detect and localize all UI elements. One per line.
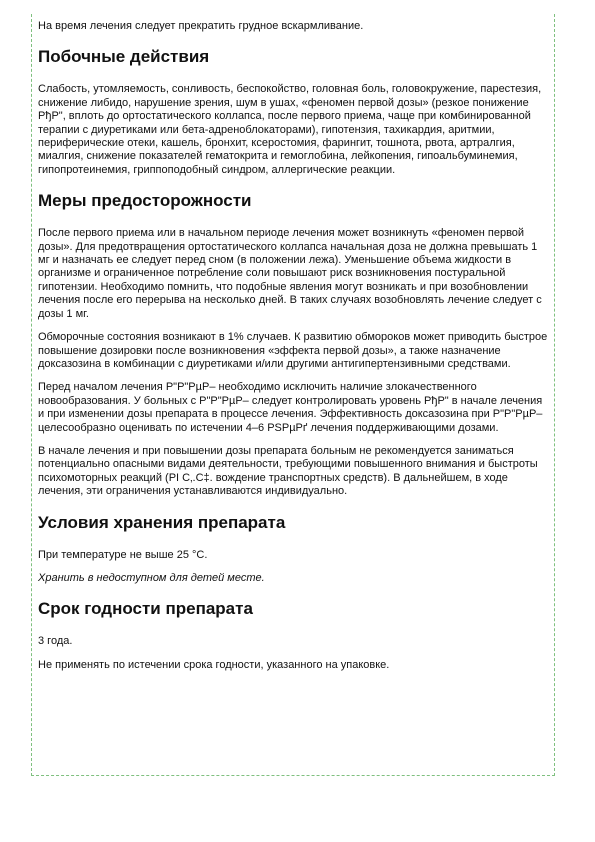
document-body	[38, 20, 550, 682]
storage-children-note: Хранить в недоступном для детей месте.	[38, 571, 265, 584]
precautions-paragraph-4: В начале лечения и при повышении дозы препарата больным не рекомендуется заниматься потенциально опасными видами деятельности, требующими повышенного внимания и быстроты психомоторных реакций (РІ С‚.С‡. вождение транспортных средств). В дальнейшем, в ходе лечения, эти ограничения устанавливаются индивидуально.	[38, 444, 538, 498]
shelf-life-years: 3 года.	[38, 635, 73, 648]
storage-temperature: При температуре не выше 25 °C.	[38, 548, 208, 561]
side-effects-text: Слабость, утомляемость, сонливость, беспокойство, головная боль, головокружение, парестезия, снижение либидо, нарушение зрения, шум в ушах, «феномен первой дозы» (резкое понижение РђР", вплоть до ортостатического коллапса, после первого приема, чаще при комбинированной терапии с диуретиками или бета-адреноблокаторами), гипотензия, тахикардия, аритмии, периферические отеки, кашель, бронхит, ксеростомия, фарингит, тошнота, рвота, артралгия, миалгия, снижение показателей гематокрита и гемоглобина, лейкопения, гипоальбуминемия, гипопротеинемия, гриппоподобный синдром, аллергические реакции.	[38, 83, 542, 176]
storage-heading: Условия хранения препарата	[38, 512, 286, 532]
breastfeeding-note: На время лечения следует прекратить грудное вскармливание.	[38, 20, 364, 32]
precautions-heading: Меры предосторожности	[38, 191, 252, 211]
precautions-paragraph-1: После первого приема или в начальном периоде лечения может возникнуть «феномен первой дозы». Для предотвращения ортостатического коллапса начальная доза не должна превышать 1 мг и назначать ее следует перед сном (в положении лежа). Уменьшение объема жидкости в организме и ограниченное потребление соли повышают риск возникновения постуральной гипотензии. Необходимо помнить, что подобные явления могут возникать и при возобновлении лечения после его перерыва на несколько дней. В таких случаях возобновлять лечение следует с дозы 1 мг.	[38, 227, 542, 320]
shelf-life-note: Не применять по истечении срока годности, указанного на упаковке.	[38, 658, 390, 671]
precautions-paragraph-2: Обморочные состояния возникают в 1% случаев. К развитию обмороков может приводить быстрое повышение дозировки после возникновения «эффекта первой дозы», а также назначение доксазозина в комбинации с диуретиками и/или другими антигипертензивными средствами.	[38, 331, 548, 370]
precautions-paragraph-3: Перед началом лечения Р"Р"РµР– необходимо исключить наличие злокачественного новообразования. У больных с Р"Р"РµР– следует контролировать уровень РђР" в начале лечения и при изменении дозы препарата в процессе лечения. Эффективность доксазозина при Р"Р"РµР– целесообразно оценивать по истечении 4–6 РЅРµРґ лечения поддерживающими дозами.	[38, 381, 543, 434]
shelf-life-heading: Срок годности препарата	[38, 599, 253, 619]
side-effects-heading: Побочные действия	[38, 47, 210, 67]
